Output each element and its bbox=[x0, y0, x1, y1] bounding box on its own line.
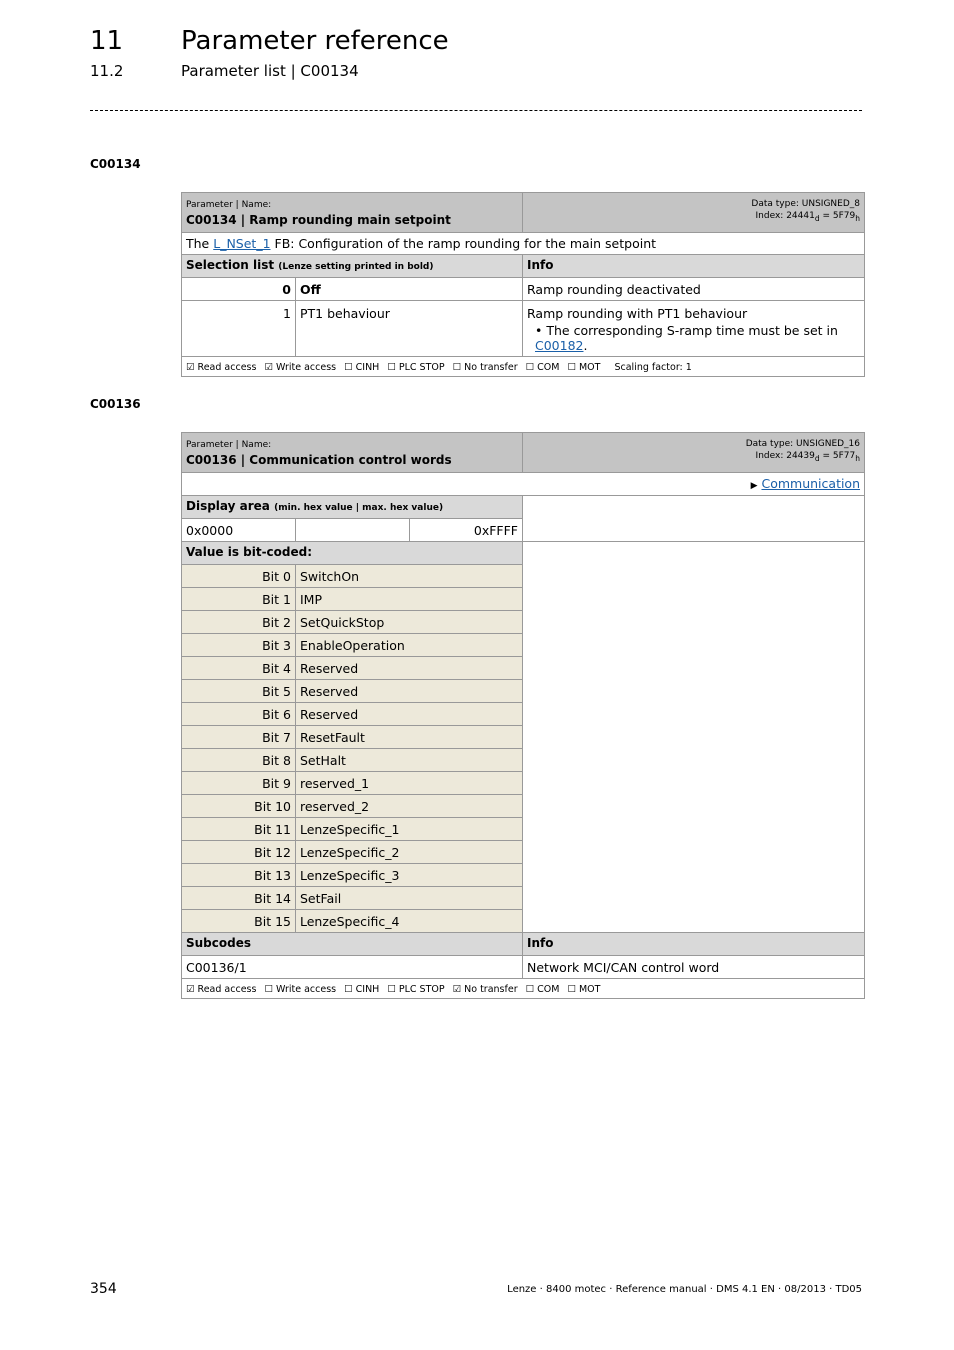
param-type-cell bbox=[523, 193, 865, 233]
param-label: Parameter | Name: bbox=[186, 440, 272, 450]
param-name: C00136 | Communication control words bbox=[186, 453, 452, 467]
bit-row: Bit 6 Reserved bbox=[182, 703, 865, 726]
bit-row: Bit 13 LenzeSpecific_3 bbox=[182, 864, 865, 887]
bit-row: Bit 10 reserved_2 bbox=[182, 795, 865, 818]
c00182-link[interactable]: C00182 bbox=[535, 338, 584, 353]
chapter-number: 11 bbox=[90, 26, 124, 56]
index: Index: $24441_d = 5F79_h$ bbox=[755, 211, 860, 223]
param-name: C00134 | Ramp rounding main setpoint bbox=[186, 213, 451, 227]
footer-info: Lenze · 8400 motec · Reference manual · DMS 4.1 EN · 08/2013 · TD05 bbox=[507, 1284, 862, 1295]
bit-row: Bit 8 SetHalt bbox=[182, 749, 865, 772]
bit-row: Bit 11 LenzeSpecific_1 bbox=[182, 818, 865, 841]
info-header: Info bbox=[523, 933, 865, 956]
info-header: Info bbox=[523, 255, 865, 278]
selection-row: 0 Off Ramp rounding deactivated bbox=[182, 278, 865, 301]
bit-row: Bit 7 ResetFault bbox=[182, 726, 865, 749]
subcodes-header: Subcodes bbox=[182, 933, 523, 956]
bit-row: Bit 14 SetFail bbox=[182, 887, 865, 910]
bit-row: Bit 1 IMP bbox=[182, 588, 865, 611]
selection-row: 1 PT1 behaviour Ramp rounding with PT1 behaviour • The corresponding S-ramp time must be set in C00182. bbox=[182, 301, 865, 357]
empty-cell bbox=[523, 496, 865, 542]
bit-row: Bit 12 LenzeSpecific_2 bbox=[182, 841, 865, 864]
description: The L_NSet_1 FB: Configuration of the ramp rounding for the main setpoint bbox=[182, 233, 865, 255]
communication-link[interactable]: Communication bbox=[761, 476, 861, 491]
param-label: Parameter | Name: bbox=[186, 200, 272, 210]
display-area-header: Display area (min. hex value | max. hex value) bbox=[182, 496, 523, 519]
c00136-table bbox=[181, 432, 865, 999]
subcode-row: C00136/1 Network MCI/CAN control word bbox=[182, 956, 865, 979]
c00134-heading: C00134 bbox=[90, 157, 141, 171]
access-flags: ☑ Read access ☐ Write access ☐ CINH ☐ PLC STOP ☑ No transfer ☐ COM ☐ MOT bbox=[182, 979, 865, 999]
empty-cell bbox=[523, 542, 865, 933]
l-nset-1-link[interactable]: L_NSet_1 bbox=[213, 236, 271, 251]
arrow-right-icon: ▶ bbox=[750, 481, 758, 491]
selection-list-header: Selection list (Lenze setting printed in bold) bbox=[182, 255, 523, 278]
c00136-heading: C00136 bbox=[90, 397, 141, 411]
section-number: 11.2 bbox=[90, 62, 124, 80]
param-name-cell bbox=[182, 193, 523, 233]
c00134-table bbox=[181, 192, 865, 377]
bit-row: Bit 3 EnableOperation bbox=[182, 634, 865, 657]
bit-row: Bit 0 SwitchOn bbox=[182, 565, 865, 588]
data-type: Data type: UNSIGNED_8 bbox=[751, 199, 860, 209]
bit-row: Bit 9 reserved_1 bbox=[182, 772, 865, 795]
section-title: Parameter list | C00134 bbox=[181, 62, 359, 80]
bullet-note: • The corresponding S-ramp time must be set in C00182. bbox=[535, 323, 838, 353]
bit-row: Bit 2 SetQuickStop bbox=[182, 611, 865, 634]
data-type: Data type: UNSIGNED_16 bbox=[745, 439, 861, 449]
header-divider bbox=[90, 110, 862, 111]
access-flags: ☑ Read access ☑ Write access ☐ CINH ☐ PLC STOP ☐ No transfer ☐ COM ☐ MOT Scaling factor: 1 bbox=[182, 357, 865, 377]
param-type-cell bbox=[523, 433, 865, 473]
index: Index: $24439_d = 5F77_h$ bbox=[755, 451, 861, 463]
chapter-title: Parameter reference bbox=[181, 26, 449, 56]
bit-row: Bit 15 LenzeSpecific_4 bbox=[182, 910, 865, 933]
bit-coded-header: Value is bit-coded: bbox=[182, 542, 523, 565]
param-name-cell bbox=[182, 433, 523, 473]
page-number: 354 bbox=[90, 1281, 117, 1297]
bit-row: Bit 5 Reserved bbox=[182, 680, 865, 703]
communication-link-row bbox=[182, 473, 865, 496]
display-area-row: 0x0000 0xFFFF bbox=[182, 519, 865, 542]
bit-row: Bit 4 Reserved bbox=[182, 657, 865, 680]
